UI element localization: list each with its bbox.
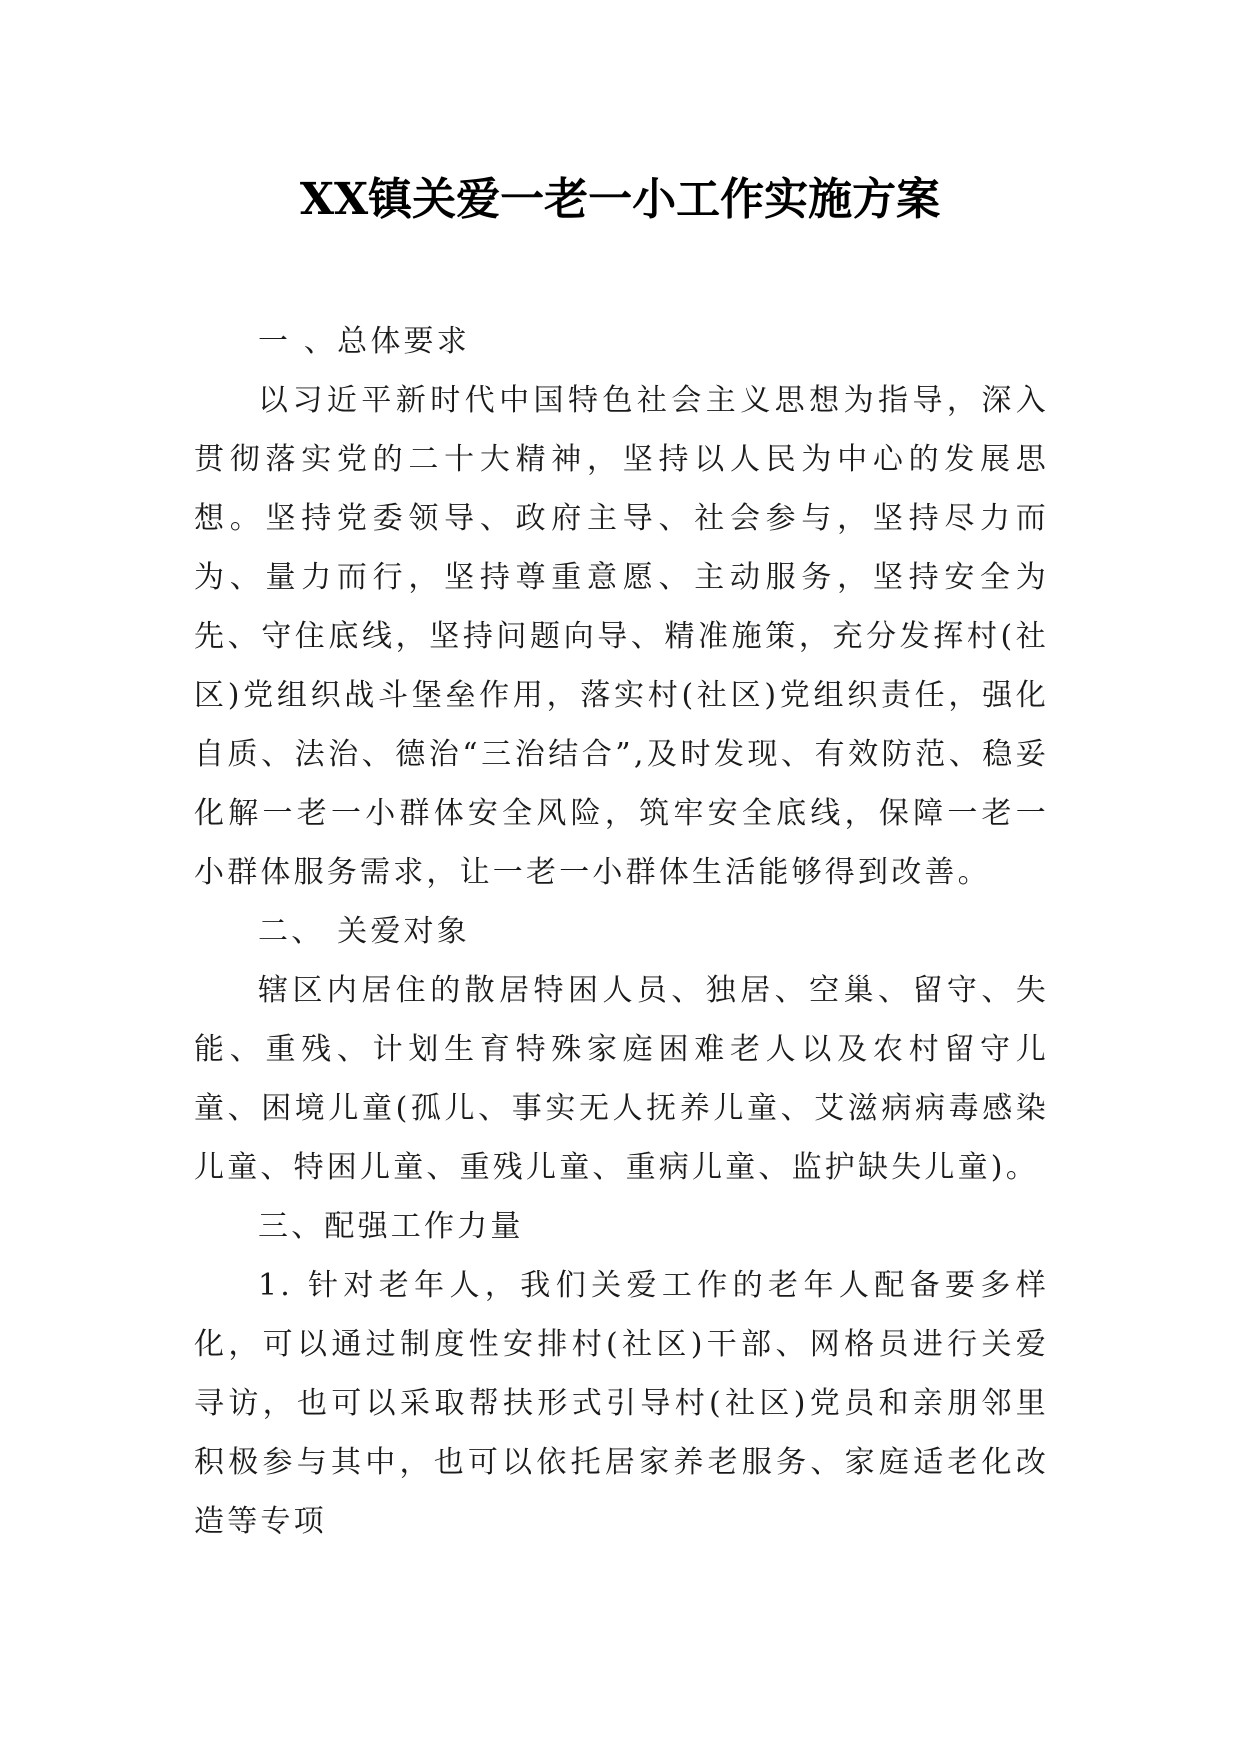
paragraph-general-requirements: 以习近平新时代中国特色社会主义思想为指导，深入贯彻落实党的二十大精神，坚持以人民为中心的发展思想。坚持党委领导、政府主导、社会参与，坚持尽力而为、量力而行，坚持尊重意愿、主动服务，坚持安全为先、守住底线，坚持问题向导、精准施策，充分发挥村(社区)党组织战斗堡垒作用，落实村(社区)党组织责任，强化自质、法治、德治“三治结合”,及时发现、有效防范、稳妥化解一老一小群体安全风险，筑牢安全底线，保障一老一小群体服务需求，让一老一小群体生活能够得到改善。 <box>194 383 1049 890</box>
section-heading-work-force: 三、配强工作力量 <box>258 1209 524 1244</box>
paragraph-work-force-elderly: 1. 针对老年人，我们关爱工作的老年人配备要多样化，可以通过制度性安排村(社区)干部、网格员进行关爱寻访，也可以采取帮扶形式引导村(社区)党员和亲朋邻里积极参与其中，也可以依托居家养老服务、家庭适老化改造等专项 <box>194 1268 1049 1539</box>
section-heading-care-targets: 二、 关爱对象 <box>258 914 470 949</box>
document-title: XX镇关爱一老一小工作实施方案 <box>299 174 941 225</box>
document-body <box>194 312 1049 1551</box>
paragraph-care-targets: 辖区内居住的散居特困人员、独居、空巢、留守、失能、重残、计划生育特殊家庭困难老人以及农村留守儿童、困境儿童(孤儿、事实无人抚养儿童、艾滋病病毒感染儿童、特困儿童、重残儿童、重病儿童、监护缺失儿童)。 <box>194 973 1049 1185</box>
section-heading-general-requirements: 一 、总体要求 <box>258 324 470 359</box>
